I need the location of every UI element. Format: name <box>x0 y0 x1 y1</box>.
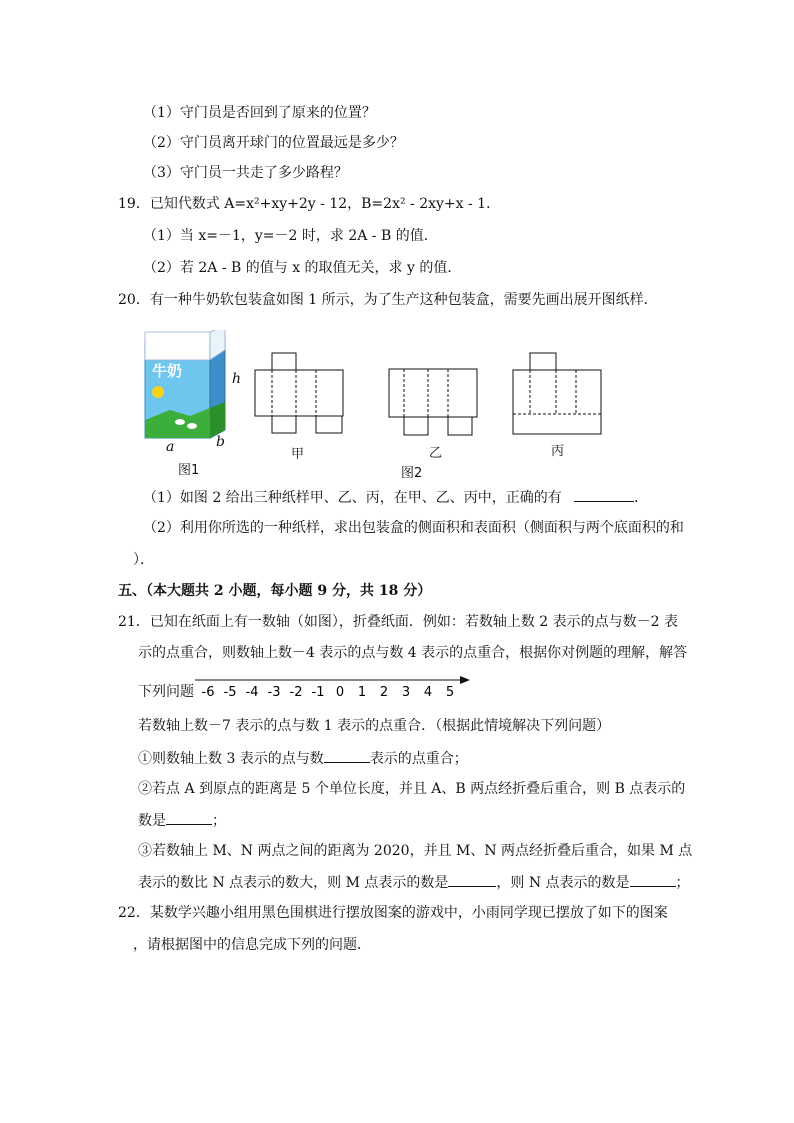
answer-blank[interactable] <box>630 872 676 887</box>
q20-item-1-end: ． <box>634 490 649 506</box>
q20-item-1-text: （1）如图 2 给出三种纸样甲、乙、丙，在甲、乙、丙中，正确的有 <box>143 490 562 506</box>
number-line-tick-label: -1 <box>311 685 325 700</box>
milk-carton-figure <box>140 330 250 450</box>
q20-item-1 <box>143 487 648 508</box>
label-h: h <box>232 371 242 387</box>
q21-line-1: 21．已知在纸面上有一数轴（如图），折叠纸面．例如：若数轴上数 2 表示的点与数－2 表 <box>118 614 678 630</box>
number-line-tick-label: 2 <box>379 685 389 700</box>
q21-item-1-text: ①则数轴上数 3 表示的点与数 <box>138 751 324 767</box>
q19-item-2: （2）若 2A - B 的值与 x 的取值无关，求 y 的值． <box>143 260 462 276</box>
number-line-tick-label: 5 <box>445 685 455 700</box>
carton-text: 牛奶 <box>152 362 183 380</box>
number-line-tick-label: 1 <box>357 685 367 700</box>
number-line-tick-label: 0 <box>335 685 345 700</box>
q21-item-2-text: 数是 <box>138 813 166 829</box>
number-line <box>190 672 480 702</box>
q20-item-2-end: ）． <box>133 552 154 568</box>
q19-stem: 19．已知代数式 A=x²+xy+2y - 12，B=2x² - 2xy+x - 1． <box>118 196 501 212</box>
q18-item-2: （2）守门员离开球门的位置最远是多少？ <box>143 135 404 151</box>
number-line-tick-label: -6 <box>201 685 215 700</box>
q21-item-3-cont <box>138 872 690 893</box>
number-line-tick-label: -2 <box>289 685 303 700</box>
q20-stem: 20．有一种牛奶软包装盒如图 1 所示，为了生产这种包装盒，需要先画出展开图纸样． <box>118 292 658 308</box>
net-yi-diagram <box>386 366 486 438</box>
q21-line-2: 示的点重合，则数轴上数－4 表示的点与数 4 表示的点重合，根据你对例题的理解，解答 <box>138 645 688 661</box>
q22-line-2: ，请根据图中的信息完成下列的问题． <box>133 937 371 953</box>
answer-blank[interactable] <box>574 487 634 502</box>
answer-blank[interactable] <box>448 872 496 887</box>
answer-blank[interactable] <box>166 810 212 825</box>
q22-line-1: 22．某数学兴趣小组用黑色围棋进行摆放图案的游戏中，小雨同学现已摆放了如下的图案 <box>118 905 668 921</box>
q21-item-3-end: ； <box>675 875 690 891</box>
q20-item-2: （2）利用你所选的一种纸样，求出包装盒的侧面积和表面积（侧面积与两个底面积的和 <box>143 520 684 536</box>
number-line-tick-label: 3 <box>401 685 411 700</box>
q21-item-3-mid: ，则 N 点表示的数是 <box>496 875 630 891</box>
q21-item-2: ②若点 A 到原点的距离是 5 个单位长度，并且 A、B 两点经折叠后重合，则 B 点表示的 <box>138 781 686 797</box>
section-header: 五、（本大题共 2 小题，每小题 9 分，共 18 分） <box>118 583 432 599</box>
number-line-tick-label: 4 <box>423 685 433 700</box>
net-jia-diagram <box>250 350 350 440</box>
number-line-tick-label: -3 <box>267 685 281 700</box>
q21-item-3: ③若数轴上 M、N 两点之间的距离为 2020，并且 M、N 两点经折叠后重合，如果 M 点 <box>138 843 693 859</box>
net-yi-label: 乙 <box>429 446 443 461</box>
q21-item-2-end: ； <box>212 813 226 829</box>
number-line-tick-label: -4 <box>245 685 259 700</box>
q21-line-4: 若数轴上数－7 表示的点与数 1 表示的点重合．（根据此情境解决下列问题） <box>138 718 611 734</box>
net-jia-label: 甲 <box>291 447 305 462</box>
q21-line-3: 下列问题 <box>138 684 194 700</box>
number-line-tick-label: -5 <box>223 685 237 700</box>
label-a: a <box>166 439 175 455</box>
q21-item-1 <box>138 748 468 769</box>
q21-item-3-text: 表示的数比 N 点表示的数大，则 M 点表示的数是 <box>138 875 449 891</box>
q18-item-3: （3）守门员一共走了多少路程？ <box>143 165 348 181</box>
answer-blank[interactable] <box>324 748 370 763</box>
q19-item-1: （1）当 x=－1，y=－2 时，求 2A - B 的值． <box>143 228 438 244</box>
q21-item-1-end: 表示的点重合； <box>369 751 468 767</box>
q18-item-1: （1）守门员是否回到了原来的位置？ <box>143 105 376 121</box>
net-bing-label: 丙 <box>551 444 565 459</box>
net-bing-diagram <box>510 350 610 440</box>
label-b: b <box>216 434 225 450</box>
q21-item-2-cont <box>138 810 226 831</box>
figure-1-caption: 图1 <box>178 463 200 478</box>
figure-2-caption: 图2 <box>401 466 423 481</box>
